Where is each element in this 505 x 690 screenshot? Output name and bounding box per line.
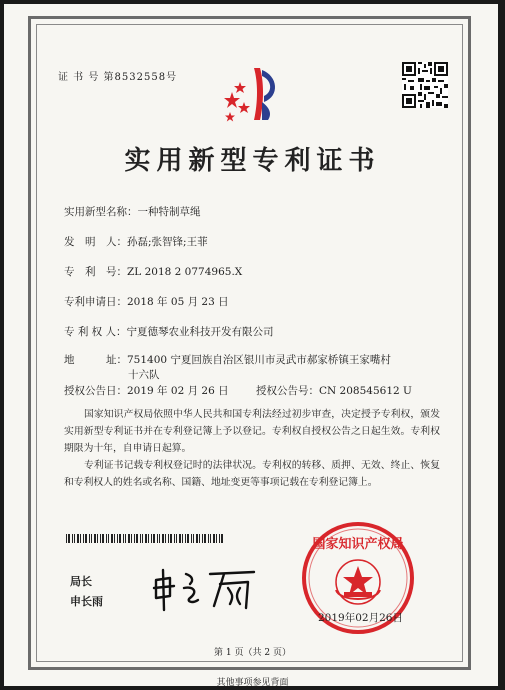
barcode-bar <box>83 534 84 543</box>
barcode-bar <box>196 534 198 543</box>
field-label: 授权公告日： <box>64 385 127 397</box>
barcode-bar <box>199 534 200 543</box>
field-label: 授权公告号： <box>256 385 319 397</box>
paragraph-legal-status: 专利证书记载专利权登记时的法律状况。专利权的转移、质押、无效、终止、恢复和专利权人的姓名或名称、国籍、地址变更等事项记载在专利登记簿上。 <box>64 460 440 488</box>
barcode-bar <box>140 534 141 543</box>
barcode-bar <box>191 534 192 543</box>
barcode-bar <box>210 534 211 543</box>
barcode-bar <box>165 534 166 543</box>
barcode-bar <box>68 534 70 543</box>
field-label: 地 址： <box>64 354 127 366</box>
certificate-title: 实用新型专利证书 <box>124 146 381 176</box>
signatory-name: 申长雨 <box>70 595 103 608</box>
barcode-bar <box>123 534 124 543</box>
barcode-bar <box>102 534 104 543</box>
barcode-bar <box>85 534 87 543</box>
barcode-bar <box>204 534 206 543</box>
field-value: 宁夏德琴农业科技开发有限公司 <box>126 326 274 338</box>
barcode-bar <box>219 534 220 543</box>
barcode-bar <box>89 534 90 543</box>
page-number: 第 1 页（共 2 页） <box>214 648 291 658</box>
barcode-bar <box>114 534 115 543</box>
barcode-bar <box>208 534 209 543</box>
field-label: 实用新型名称： <box>64 206 138 218</box>
barcode-bar <box>174 534 175 543</box>
barcode-bar <box>153 534 155 543</box>
barcode-bar <box>94 534 96 543</box>
barcode-bar <box>179 534 181 543</box>
barcode-bar <box>91 534 92 543</box>
barcode-bar <box>134 534 135 543</box>
field-patent-number <box>64 264 242 279</box>
field-value: 一种特制草绳 <box>137 206 201 218</box>
barcode-bar <box>202 534 203 543</box>
barcode-bar <box>185 534 186 543</box>
paragraph-grant-statement: 国家知识产权局依照中华人民共和国专利法经过初步审查，决定授予专利权，颁发实用新型专利证书并在专利登记簿上予以登记。专利权自授权公告之日起生效。专利权期限为十年，自申请日起算。 <box>64 409 440 454</box>
barcode-icon <box>66 534 226 543</box>
field-announce-date <box>64 383 229 398</box>
field-label: 专 利 权 人： <box>64 326 127 338</box>
barcode-bar <box>80 534 81 543</box>
field-patentee <box>64 324 274 339</box>
barcode-bar <box>151 534 152 543</box>
barcode-bar <box>142 534 143 543</box>
barcode-bar <box>77 534 79 543</box>
barcode-bar <box>106 534 107 543</box>
barcode-bar <box>117 534 118 543</box>
field-value: 2018 年 05 月 23 日 <box>127 296 229 308</box>
certificate-number: 证 书 号 第8532558号 <box>58 72 178 83</box>
barcode-bar <box>193 534 194 543</box>
barcode-bar <box>221 534 223 543</box>
barcode-bar <box>131 534 132 543</box>
barcode-bar <box>74 534 75 543</box>
barcode-bar <box>187 534 189 543</box>
barcode-bar <box>125 534 126 543</box>
field-utility-name <box>64 204 201 219</box>
field-application-date <box>64 294 229 309</box>
barcode-bar <box>170 534 172 543</box>
field-label: 专利申请日： <box>64 296 127 308</box>
barcode-bar <box>111 534 113 543</box>
barcode-bar <box>72 534 73 543</box>
field-value: ZL 2018 2 0774965.X <box>127 266 243 278</box>
field-announce-number <box>256 383 412 398</box>
field-value: CN 208545612 U <box>319 385 412 397</box>
field-label: 发 明 人： <box>64 236 127 248</box>
barcode-bar <box>213 534 215 543</box>
barcode-bar <box>176 534 177 543</box>
cnipa-logo-icon <box>218 62 288 124</box>
barcode-bar <box>159 534 160 543</box>
signatory-title: 局长 <box>70 575 92 588</box>
barcode-bar <box>162 534 164 543</box>
seal-text: 国家知识产权局 <box>312 537 404 552</box>
seal-date: 2019年02月26日 <box>318 612 403 624</box>
barcode-bar <box>108 534 109 543</box>
barcode-bar <box>97 534 98 543</box>
barcode-bar <box>119 534 121 543</box>
barcode-bar <box>216 534 217 543</box>
field-address-line-2: 十六队 <box>128 369 160 381</box>
barcode-bar <box>136 534 138 543</box>
barcode-bar <box>148 534 149 543</box>
field-address <box>64 352 391 367</box>
footer-note: 其他事项参见背面 <box>216 678 289 688</box>
barcode-bar <box>100 534 101 543</box>
handwritten-signature <box>150 566 260 612</box>
barcode-bar <box>66 534 67 543</box>
field-value: 751400 宁夏回族自治区银川市灵武市郝家桥镇王家嘴村 <box>127 354 391 366</box>
field-value: 2019 年 02 月 26 日 <box>127 385 229 397</box>
barcode-bar <box>128 534 130 543</box>
field-inventor <box>64 234 208 249</box>
qr-code-icon <box>402 62 448 108</box>
field-label: 专 利 号： <box>64 266 127 278</box>
field-value: 孙磊;张智锋;王菲 <box>127 236 208 248</box>
barcode-bar <box>145 534 147 543</box>
barcode-bar <box>182 534 183 543</box>
barcode-bar <box>168 534 169 543</box>
barcode-bar <box>157 534 158 543</box>
